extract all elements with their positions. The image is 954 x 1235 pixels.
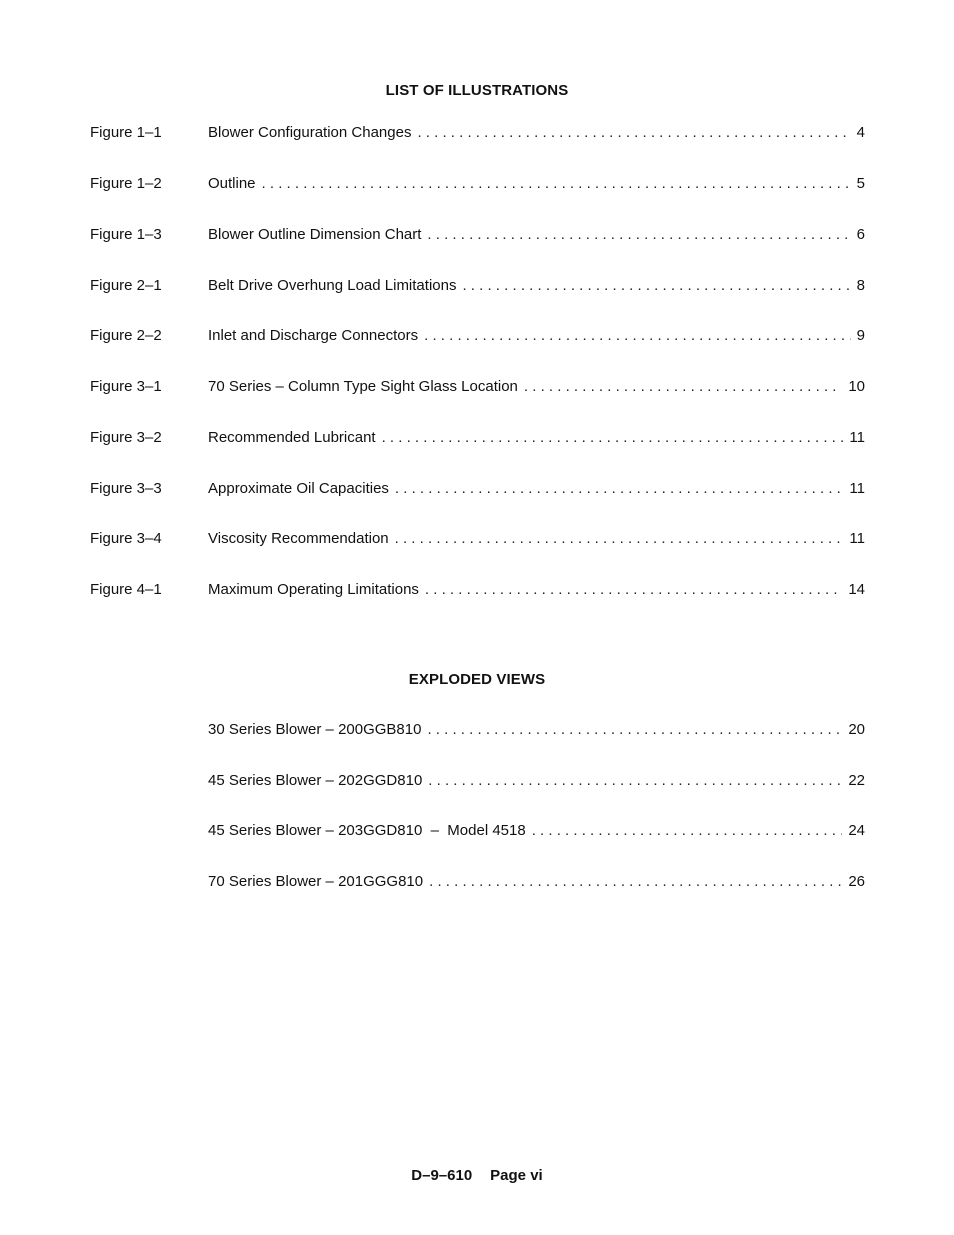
dot-leader	[427, 224, 850, 246]
entry-title: Outline	[208, 175, 256, 192]
toc-row-figure-2-1[interactable]	[90, 275, 865, 297]
figure-label: Figure 3–4	[90, 530, 162, 547]
dot-leader	[395, 478, 844, 500]
entry-title: 45 Series Blower – 203GGD810 – Model 4518	[208, 822, 526, 839]
page-number: 24	[848, 822, 865, 839]
toc-row-figure-3-2[interactable]	[90, 427, 865, 449]
figure-label: Figure 3–2	[90, 429, 162, 446]
page-number: 8	[856, 277, 865, 294]
illustrations-heading: LIST OF ILLUSTRATIONS	[385, 82, 569, 99]
toc-row-figure-4-1[interactable]	[90, 579, 865, 601]
page-number: 14	[848, 581, 865, 598]
toc-row-exploded-70-series[interactable]	[208, 871, 865, 893]
entry-title: 70 Series – Column Type Sight Glass Location	[208, 378, 518, 395]
page-number: 11	[849, 530, 865, 547]
page-label: Page vi	[490, 1167, 543, 1184]
figure-label: Figure 1–3	[90, 226, 162, 243]
dot-leader	[428, 770, 842, 792]
toc-row-figure-1-3[interactable]	[90, 224, 865, 246]
toc-row-figure-2-2[interactable]	[90, 325, 865, 347]
figure-label: Figure 1–2	[90, 175, 162, 192]
dot-leader	[417, 122, 850, 144]
dot-leader	[425, 579, 842, 601]
toc-row-figure-3-1[interactable]	[90, 376, 865, 398]
entry-title: Belt Drive Overhung Load Limitations	[208, 277, 457, 294]
entry-title: 70 Series Blower – 201GGG810	[208, 873, 424, 890]
dot-leader	[532, 820, 843, 842]
page-number: 20	[848, 721, 865, 738]
toc-row-figure-1-2[interactable]	[90, 173, 865, 195]
dot-leader	[462, 275, 850, 297]
entry-title: Viscosity Recommendation	[208, 530, 389, 547]
toc-row-figure-3-3[interactable]	[90, 478, 865, 500]
toc-row-exploded-45-series[interactable]	[208, 770, 865, 792]
figure-label: Figure 3–1	[90, 378, 162, 395]
figure-label: Figure 3–3	[90, 480, 162, 497]
document-number: D–9–610	[411, 1167, 473, 1184]
entry-title: Blower Outline Dimension Chart	[208, 226, 422, 243]
entry-title: 30 Series Blower – 200GGB810	[208, 721, 422, 738]
figure-label: Figure 2–1	[90, 277, 162, 294]
entry-title: Maximum Operating Limitations	[208, 581, 419, 598]
exploded-views-heading: EXPLODED VIEWS	[408, 671, 546, 688]
toc-row-figure-3-4[interactable]	[90, 528, 865, 550]
entry-title: Inlet and Discharge Connectors	[208, 327, 419, 344]
toc-row-exploded-30-series[interactable]	[208, 719, 865, 741]
page-number: 11	[849, 429, 865, 446]
toc-row-exploded-45-series-model-4518[interactable]	[208, 820, 865, 842]
figure-label: Figure 2–2	[90, 327, 162, 344]
figure-label: Figure 1–1	[90, 124, 162, 141]
page-number: 4	[856, 124, 865, 141]
page-number: 9	[856, 327, 865, 344]
page-footer	[0, 1167, 954, 1184]
figure-label: Figure 4–1	[90, 581, 162, 598]
dot-leader	[429, 871, 842, 893]
dot-leader	[382, 427, 844, 449]
page-number: 6	[856, 226, 865, 243]
dot-leader	[427, 719, 842, 741]
entry-title: Recommended Lubricant	[208, 429, 376, 446]
dot-leader	[395, 528, 844, 550]
page-number: 26	[848, 873, 865, 890]
toc-row-figure-1-1[interactable]	[90, 122, 865, 144]
dot-leader	[262, 173, 851, 195]
entry-title: Blower Configuration Changes	[208, 124, 412, 141]
entry-title: 45 Series Blower – 202GGD810	[208, 772, 423, 789]
dot-leader	[424, 325, 851, 347]
page-number: 10	[848, 378, 865, 395]
page-number: 22	[848, 772, 865, 789]
page-number: 11	[849, 480, 865, 497]
page-number: 5	[856, 175, 865, 192]
entry-title: Approximate Oil Capacities	[208, 480, 389, 497]
dot-leader	[524, 376, 842, 398]
